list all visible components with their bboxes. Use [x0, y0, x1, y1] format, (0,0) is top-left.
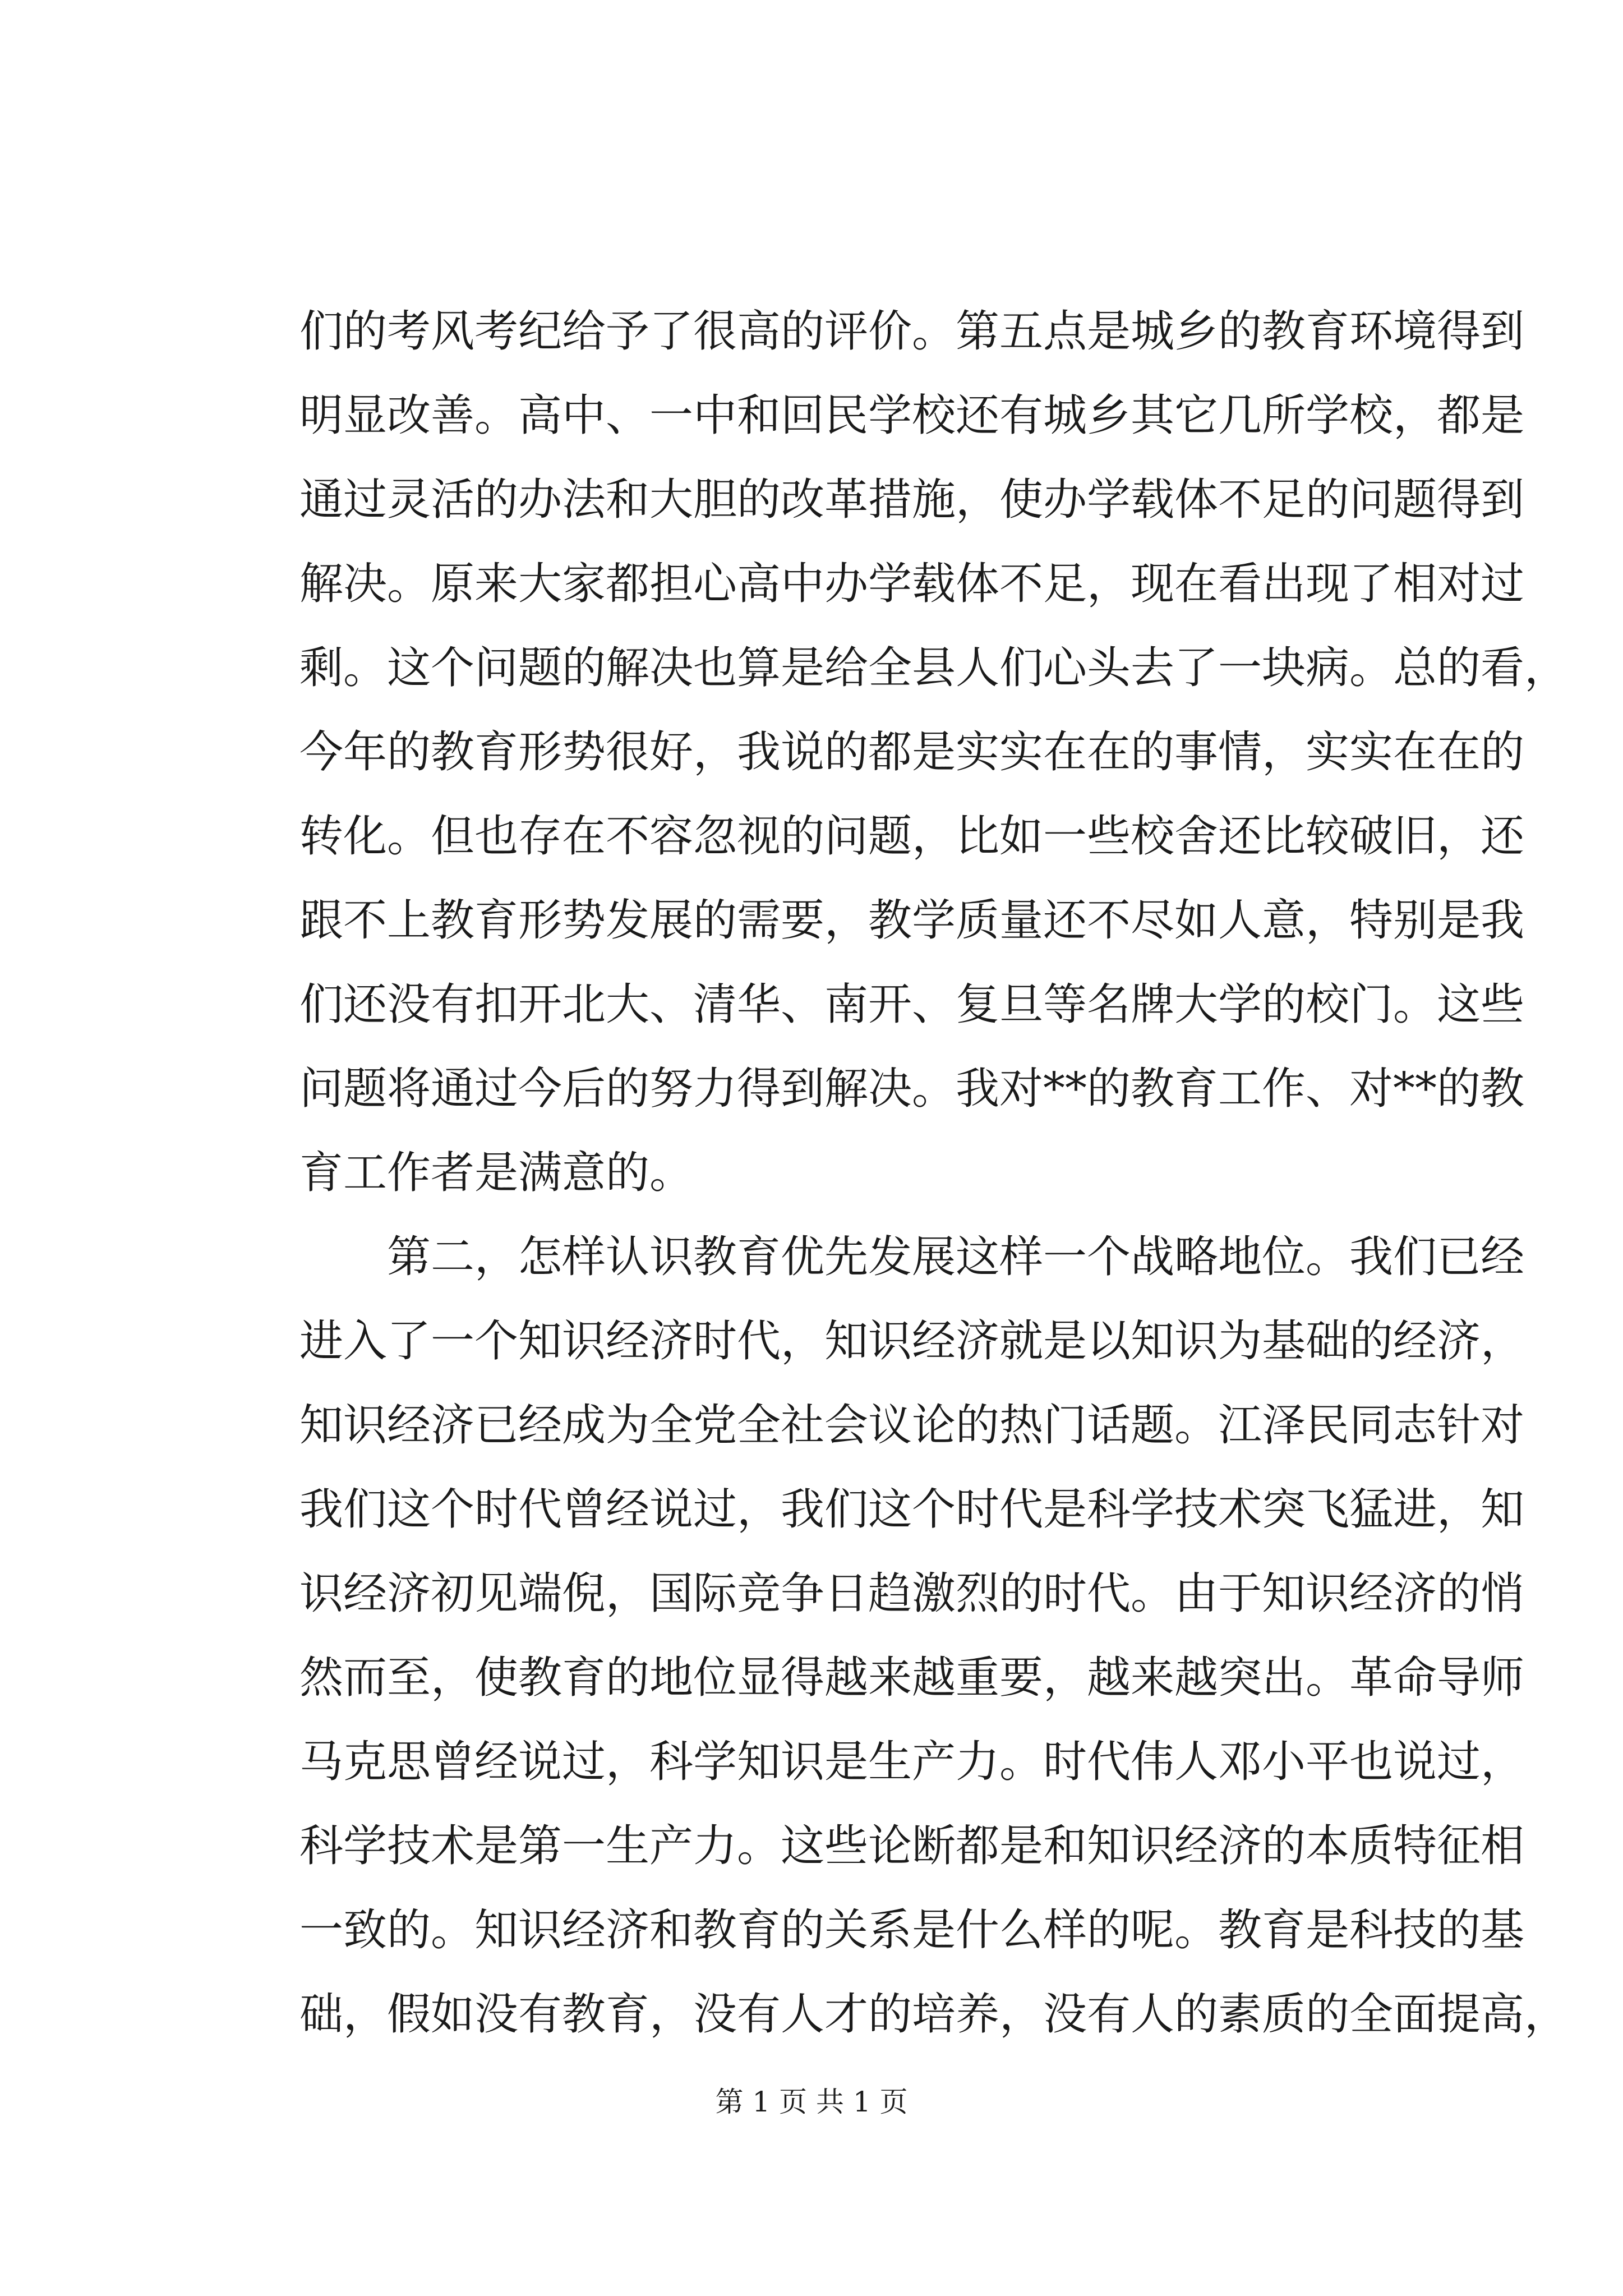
text-line: 识经济初见端倪，国际竞争日趋激烈的时代。由于知识经济的悄 [299, 1568, 1525, 1619]
text-line: 跟不上教育形势发展的需要，教学质量还不尽如人意，特别是我 [299, 895, 1525, 946]
text-line: 知识经济已经成为全党全社会议论的热门话题。江泽民同志针对 [299, 1400, 1525, 1451]
text-line: 剩。这个问题的解决也算是给全县人们心头去了一块病。总的看， [299, 643, 1569, 693]
text-line: 一致的。知识经济和教育的关系是什么样的呢。教育是科技的基 [299, 1905, 1525, 1955]
text-line: 础，假如没有教育，没有人才的培养，没有人的素质的全面提高， [299, 1989, 1569, 2040]
page-number: 第 1 页 共 1 页 [715, 2086, 908, 2118]
text-line: 问题将通过今后的努力得到解决。我对**的教育工作、对**的教 [299, 1064, 1525, 1114]
text-line: 育工作者是满意的。 [299, 1148, 694, 1198]
text-line: 马克思曾经说过，科学知识是生产力。时代伟人邓小平也说过， [299, 1737, 1525, 1787]
text-line: 然而至，使教育的地位显得越来越重要，越来越突出。革命导师 [299, 1653, 1525, 1703]
text-line: 我们这个时代曾经说过，我们这个时代是科学技术突飞猛进，知 [299, 1484, 1525, 1535]
document-body [299, 289, 1569, 2056]
text-line: 科学技术是第一生产力。这些论断都是和知识经济的本质特征相 [299, 1821, 1525, 1871]
text-line: 们还没有扣开北大、清华、南开、复旦等名牌大学的校门。这些 [299, 979, 1525, 1030]
text-line: 明显改善。高中、一中和回民学校还有城乡其它几所学校，都是 [299, 390, 1525, 441]
text-line: 今年的教育形势很好，我说的都是实实在在的事情，实实在在的 [299, 727, 1525, 777]
text-line: 们的考风考纪给予了很高的评价。第五点是城乡的教育环境得到 [299, 306, 1525, 357]
text-line: 通过灵活的办法和大胆的改革措施，使办学载体不足的问题得到 [299, 475, 1525, 525]
text-line: 第二，怎样认识教育优先发展这样一个战略地位。我们已经 [387, 1232, 1525, 1282]
text-line: 转化。但也存在不容忽视的问题，比如一些校舍还比较破旧，还 [299, 811, 1525, 862]
text-line: 进入了一个知识经济时代，知识经济就是以知识为基础的经济， [299, 1316, 1525, 1366]
page-footer [0, 2082, 1623, 2122]
text-line: 解决。原来大家都担心高中办学载体不足，现在看出现了相对过 [299, 559, 1525, 609]
